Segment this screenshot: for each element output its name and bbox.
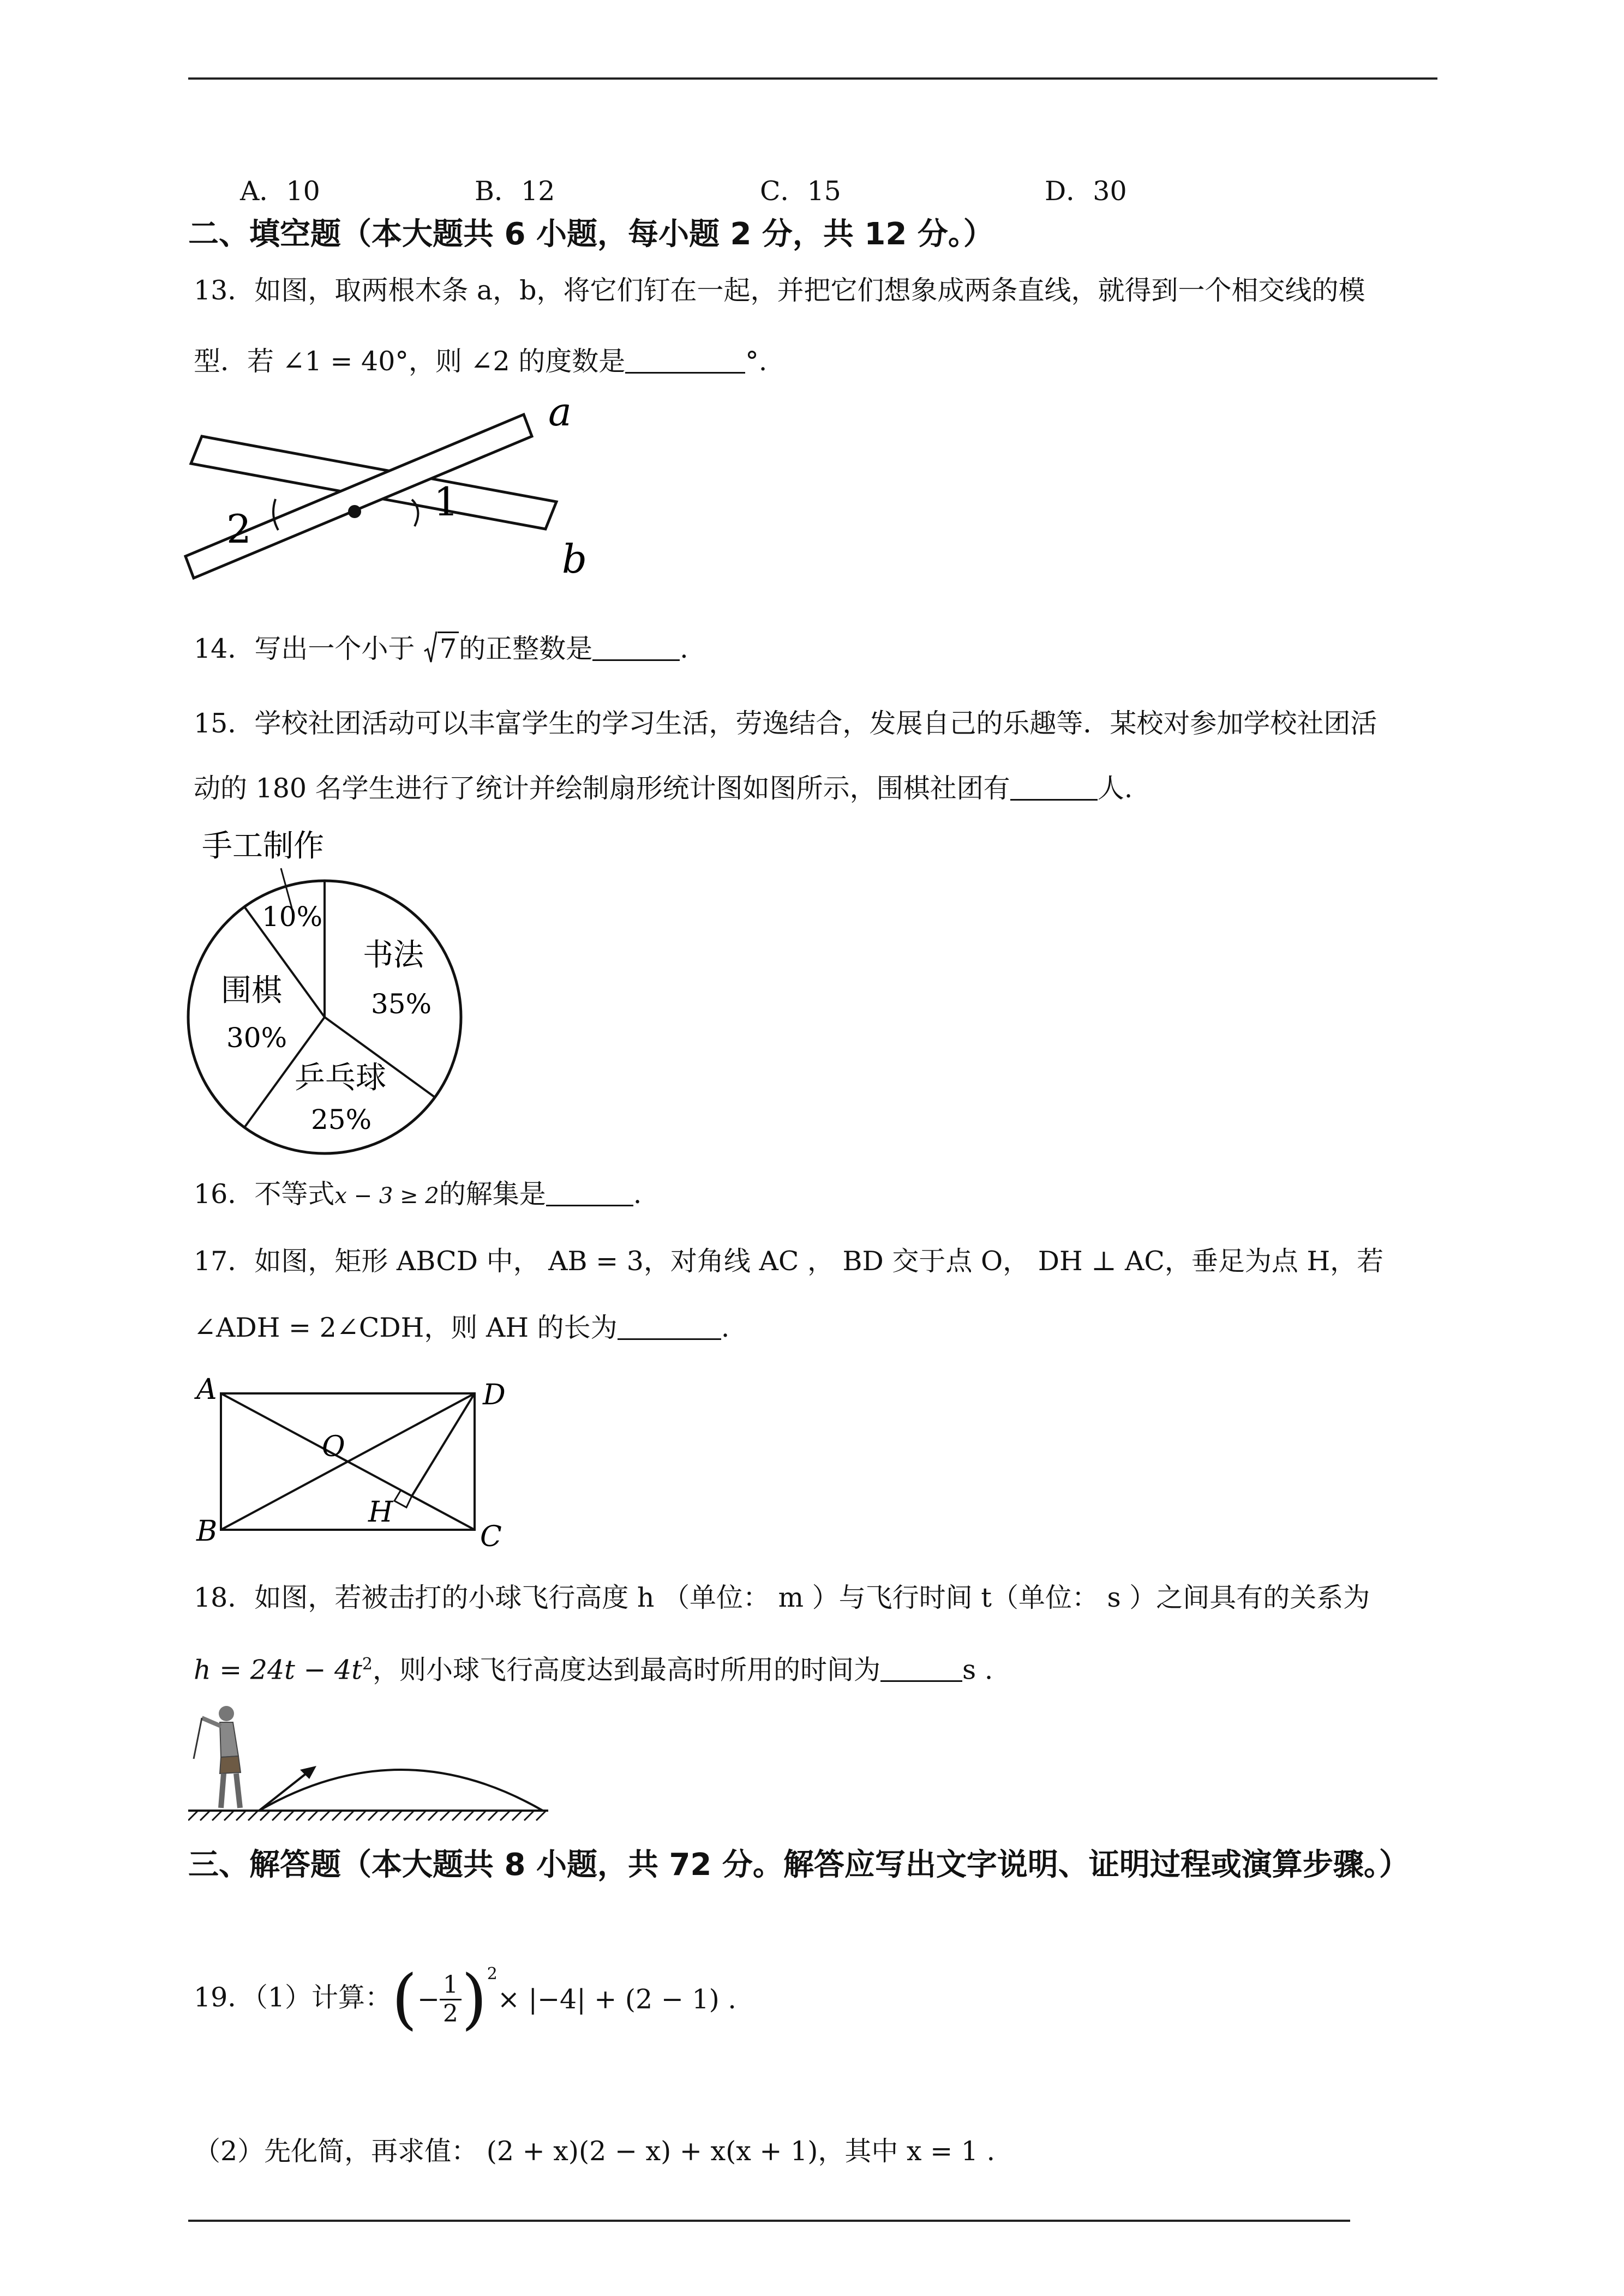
radical-sign xyxy=(423,630,438,665)
label-2: 2 xyxy=(226,506,251,552)
choice-a: A．10 xyxy=(240,176,320,207)
label-B: B xyxy=(196,1515,218,1548)
hatch-mark xyxy=(344,1811,354,1820)
callout-label: 手工制作 xyxy=(202,828,324,864)
section3-heading: 三、解答题（本大题共 8 小题，共 72 分。解答应写出文字说明、证明过程或演算步骤。） xyxy=(188,1847,1410,1883)
footer-rule xyxy=(188,2220,1350,2222)
segment-dh xyxy=(412,1393,475,1496)
hatch-mark xyxy=(464,1811,474,1820)
hatch-mark xyxy=(296,1811,306,1820)
hatch-mark xyxy=(512,1811,522,1820)
header-rule xyxy=(188,77,1437,80)
hatch-mark xyxy=(356,1811,366,1820)
q16-line: 16．不等式x − 3 ≥ 2的解集是 . xyxy=(194,1179,642,1210)
slice-name-weiqi: 围棋 xyxy=(221,973,282,1008)
hatch-mark xyxy=(200,1811,210,1820)
q18-golf-figure xyxy=(188,1696,570,1822)
q14-answer-blank[interactable] xyxy=(592,633,680,661)
hatch-mark xyxy=(272,1811,282,1820)
choice-c: C．15 xyxy=(760,176,841,207)
label-O: O xyxy=(322,1431,345,1463)
q17-figure xyxy=(194,1374,521,1554)
hatch-mark xyxy=(452,1811,462,1820)
q15-line1: 15．学校社团活动可以丰富学生的学习生活，劳逸结合，发展自己的乐趣等．某校对参加学校社团活 xyxy=(194,708,1377,739)
label-1: 1 xyxy=(434,479,459,525)
label-a: a xyxy=(548,393,572,435)
slice-label-30: 30% xyxy=(226,1022,287,1054)
ground-hatching xyxy=(188,1811,546,1820)
hatch-mark xyxy=(248,1811,258,1820)
hatch-mark xyxy=(392,1811,402,1820)
hatch-mark xyxy=(476,1811,486,1820)
label-A: A xyxy=(196,1374,217,1406)
slice-name-pingpong: 乒乓球 xyxy=(295,1060,386,1096)
hatch-mark xyxy=(224,1811,234,1820)
q17-answer-blank[interactable] xyxy=(618,1312,721,1340)
hatch-mark xyxy=(524,1811,534,1820)
q13-line2: 型．若 ∠1 = 40°，则 ∠2 的度数是 °. xyxy=(194,346,768,377)
slice-label-10: 10% xyxy=(262,901,323,933)
q16-answer-blank[interactable] xyxy=(546,1179,633,1206)
q15-answer-blank[interactable] xyxy=(1010,773,1098,801)
slice-name-shufa: 书法 xyxy=(363,937,424,973)
hatch-mark xyxy=(368,1811,378,1820)
hatch-mark xyxy=(500,1811,510,1820)
hatch-mark xyxy=(188,1811,198,1820)
hatch-mark xyxy=(488,1811,498,1820)
hatch-mark xyxy=(236,1811,246,1820)
q13-answer-blank[interactable] xyxy=(625,346,745,374)
slice-label-35: 35% xyxy=(371,988,432,1020)
hatch-mark xyxy=(416,1811,426,1820)
hatch-mark xyxy=(212,1811,222,1820)
q18-answer-blank[interactable] xyxy=(880,1654,962,1682)
q15-pie-chart xyxy=(180,818,486,1167)
sqrt: 7 xyxy=(423,633,459,665)
hatch-mark xyxy=(428,1811,438,1820)
hatch-mark xyxy=(404,1811,414,1820)
label-H: H xyxy=(368,1496,393,1529)
q17-line2: ∠ADH = 2∠CDH，则 AH 的长为 . xyxy=(194,1312,730,1343)
q19-part2: （2）先化简，再求值： (2 + x)(2 − x) + x(x + 1)，其中 x = 1 . xyxy=(194,2136,996,2167)
q13-figure xyxy=(180,393,616,605)
golfer-icon xyxy=(194,1706,241,1808)
q19-part1: 19．（1）计算：(− $\frac{1}{2}$ )$^2$× |−4| + (2 − 1) . xyxy=(194,1961,736,2037)
hatch-mark xyxy=(260,1811,270,1820)
q17-line1: 17．如图，矩形 ABCD 中， AB = 3，对角线 AC ， BD 交于点 O， DH ⊥ AC，垂足为点 H，若 xyxy=(194,1246,1384,1277)
fraction: $\frac{1}{2}$ xyxy=(440,1972,462,2028)
hatch-mark xyxy=(320,1811,330,1820)
hatch-mark xyxy=(440,1811,450,1820)
q18-line2: $h = 24t - 4t^2$，则小球飞行高度达到最高时所用的时间为 s . xyxy=(194,1654,993,1686)
hatch-mark xyxy=(332,1811,342,1820)
label-b: b xyxy=(562,536,588,582)
hatch-mark xyxy=(284,1811,294,1820)
hatch-mark xyxy=(536,1811,546,1820)
q14-line: 14．写出一个小于 7的正整数是 . xyxy=(194,633,688,665)
slice-label-25: 25% xyxy=(311,1104,372,1135)
nail-point xyxy=(348,505,361,518)
q18-line1: 18．如图，若被击打的小球飞行高度 h （单位： m ）与飞行时间 t（单位： s ）之间具有的关系为 xyxy=(194,1582,1370,1613)
label-C: C xyxy=(480,1520,502,1553)
section2-heading: 二、填空题（本大题共 6 小题，每小题 2 分，共 12 分。） xyxy=(188,217,994,252)
q15-line2: 动的 180 名学生进行了统计并绘制扇形统计图如图所示，围棋社团有 人. xyxy=(194,773,1133,804)
choice-d: D．30 xyxy=(1045,176,1127,207)
q13-line1: 13．如图，取两根木条 a，b，将它们钉在一起，并把它们想象成两条直线，就得到一个相交线的模 xyxy=(194,275,1365,306)
hatch-mark xyxy=(380,1811,390,1820)
label-D: D xyxy=(483,1379,506,1411)
choice-b: B．12 xyxy=(475,176,555,207)
hatch-mark xyxy=(308,1811,318,1820)
